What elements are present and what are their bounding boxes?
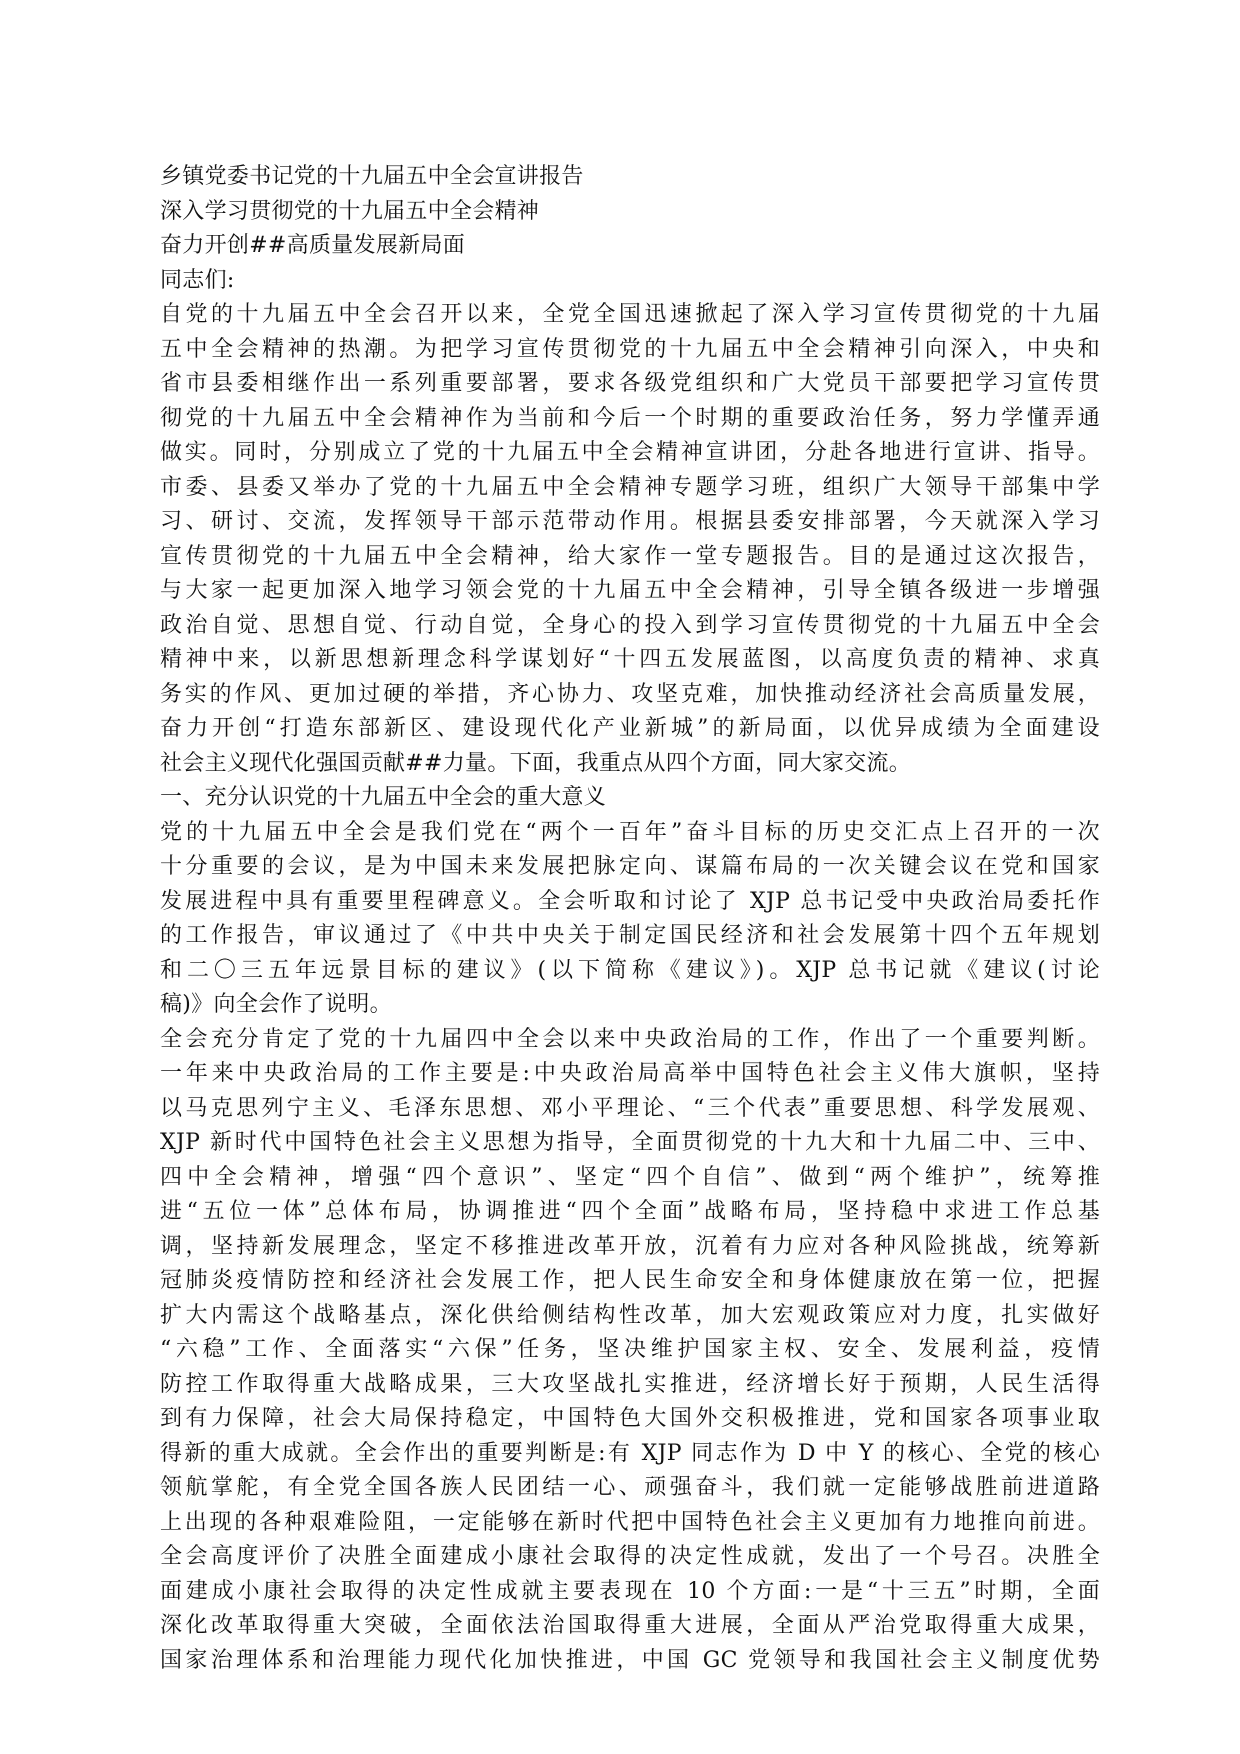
section-heading-1: 一、充分认识党的十九届五中全会的重大意义 bbox=[160, 785, 607, 810]
text-line: 冠肺炎疫情防控和经济社会发展工作，把人民生命安全和身体健康放在第一位，把握 bbox=[160, 1268, 1100, 1293]
text-line: 市委、县委又举办了党的十九届五中全会精神专题学习班，组织广大领导干部集中学 bbox=[160, 474, 1100, 500]
text-line: 进“五位一体”总体布局，协调推进“四个全面”战略布局，坚持稳中求进工作总基 bbox=[160, 1199, 1100, 1224]
text-line: 自党的十九届五中全会召开以来，全党全国迅速掀起了深入学习宣传贯彻党的十九届 bbox=[160, 302, 1100, 327]
text-line: 精神中来，以新思想新理念科学谋划好“十四五发展蓝图，以高度负责的精神、求真 bbox=[160, 647, 1100, 672]
text-line: 到有力保障，社会大局保持稳定，中国特色大国外交积极推进，党和国家各项事业取 bbox=[160, 1406, 1100, 1431]
paragraph-intro bbox=[160, 298, 1100, 781]
text-line: 和二〇三五年远景目标的建议》(以下简称《建议》)。XJP 总书记就《建议(讨论 bbox=[160, 957, 1100, 983]
text-line: 全会充分肯定了党的十九届四中全会以来中央政治局的工作，作出了一个重要判断。 bbox=[160, 1026, 1100, 1052]
text-line: 省市县委相继作出一系列重要部署，要求各级党组织和广大党员干部要把学习宣传贯 bbox=[160, 371, 1100, 396]
text-line: 党的十九届五中全会是我们党在“两个一百年”奋斗目标的历史交汇点上召开的一次 bbox=[160, 819, 1100, 845]
text-line: 以马克思列宁主义、毛泽东思想、邓小平理论、“三个代表”重要思想、科学发展观、 bbox=[160, 1095, 1100, 1121]
text-line: 与大家一起更加深入地学习领会党的十九届五中全会精神，引导全镇各级进一步增强 bbox=[160, 578, 1100, 603]
text-line: 防控工作取得重大战略成果，三大攻坚战扎实推进，经济增长好于预期，人民生活得 bbox=[160, 1371, 1100, 1397]
text-line: 一年来中央政治局的工作主要是:中央政治局高举中国特色社会主义伟大旗帜，坚持 bbox=[160, 1061, 1100, 1086]
report-subtitle-1: 深入学习贯彻党的十九届五中全会精神 bbox=[160, 198, 540, 224]
text-line: 上出现的各种艰难险阻，一定能够在新时代把中国特色社会主义更加有力地推向前进。 bbox=[160, 1509, 1100, 1535]
text-line: 领航掌舵，有全党全国各族人民团结一心、顽强奋斗，我们就一定能够战胜前进道路 bbox=[160, 1475, 1100, 1500]
text-line: 彻党的十九届五中全会精神作为当前和今后一个时期的重要政治任务，努力学懂弄通 bbox=[160, 405, 1100, 431]
text-line: “六稳”工作、全面落实“六保”任务，坚决维护国家主权、安全、发展利益，疫情 bbox=[160, 1337, 1100, 1362]
text-line: 发展进程中具有重要里程碑意义。全会听取和讨论了 XJP 总书记受中央政治局委托作 bbox=[160, 888, 1100, 914]
text-line: 习、研讨、交流，发挥领导干部示范带动作用。根据县委安排部署，今天就深入学习 bbox=[160, 509, 1100, 534]
document-page bbox=[160, 160, 1100, 1678]
text-line: 国家治理体系和治理能力现代化加快推进，中国 GC 党领导和我国社会主义制度优势 bbox=[160, 1647, 1100, 1673]
text-line: 奋力开创“打造东部新区、建设现代化产业新城”的新局面，以优异成绩为全面建设 bbox=[160, 716, 1100, 741]
text-line: 五中全会精神的热潮。为把学习宣传贯彻党的十九届五中全会精神引向深入，中央和 bbox=[160, 336, 1100, 362]
paragraph-judgment bbox=[160, 1023, 1100, 1541]
text-line: 全会高度评价了决胜全面建成小康社会取得的决定性成就，发出了一个号召。决胜全 bbox=[160, 1544, 1100, 1569]
text-line: 四中全会精神，增强“四个意识”、坚定“四个自信”、做到“两个维护”，统筹推 bbox=[160, 1164, 1100, 1190]
salutation: 同志们: bbox=[160, 267, 235, 293]
text-line: 做实。同时，分别成立了党的十九届五中全会精神宣讲团，分赴各地进行宣讲、指导。 bbox=[160, 440, 1100, 465]
report-title: 乡镇党委书记党的十九届五中全会宣讲报告 bbox=[160, 164, 584, 189]
text-line: 十分重要的会议，是为中国未来发展把脉定向、谋篇布局的一次关键会议在党和国家 bbox=[160, 854, 1100, 879]
text-line: 面建成小康社会取得的决定性成就主要表现在 10 个方面:一是“十三五”时期，全面 bbox=[160, 1578, 1100, 1604]
text-line: 宣传贯彻党的十九届五中全会精神，给大家作一堂专题报告。目的是通过这次报告， bbox=[160, 543, 1100, 569]
text-line: 深化改革取得重大突破，全面依法治国取得重大进展，全面从严治党取得重大成果， bbox=[160, 1613, 1100, 1638]
text-line: XJP 新时代中国特色社会主义思想为指导，全面贯彻党的十九大和十九届二中、三中、 bbox=[160, 1130, 1100, 1155]
text-line: 调，坚持新发展理念，坚定不移推进改革开放，沉着有力应对各种风险挑战，统筹新 bbox=[160, 1233, 1100, 1259]
text-line: 的工作报告，审议通过了《中共中央关于制定国民经济和社会发展第十四个五年规划 bbox=[160, 923, 1100, 948]
text-line: 稿)》向全会作了说明。 bbox=[160, 992, 392, 1017]
paragraph-significance bbox=[160, 816, 1100, 1023]
text-line: 政治自觉、思想自觉、行动自觉，全身心的投入到学习宣传贯彻党的十九届五中全会 bbox=[160, 612, 1100, 638]
text-line: 扩大内需这个战略基点，深化供给侧结构性改革，加大宏观政策应对力度，扎实做好 bbox=[160, 1302, 1100, 1328]
paragraph-achievements bbox=[160, 1540, 1100, 1678]
text-line: 社会主义现代化强国贡献##力量。下面，我重点从四个方面，同大家交流。 bbox=[160, 750, 912, 776]
text-line: 务实的作风、更加过硬的举措，齐心协力、攻坚克难，加快推动经济社会高质量发展， bbox=[160, 681, 1100, 707]
report-subtitle-2: 奋力开创##高质量发展新局面 bbox=[160, 233, 466, 258]
text-line: 得新的重大成就。全会作出的重要判断是:有 XJP 同志作为 D 中 Y 的核心、全党的核心 bbox=[160, 1440, 1100, 1466]
